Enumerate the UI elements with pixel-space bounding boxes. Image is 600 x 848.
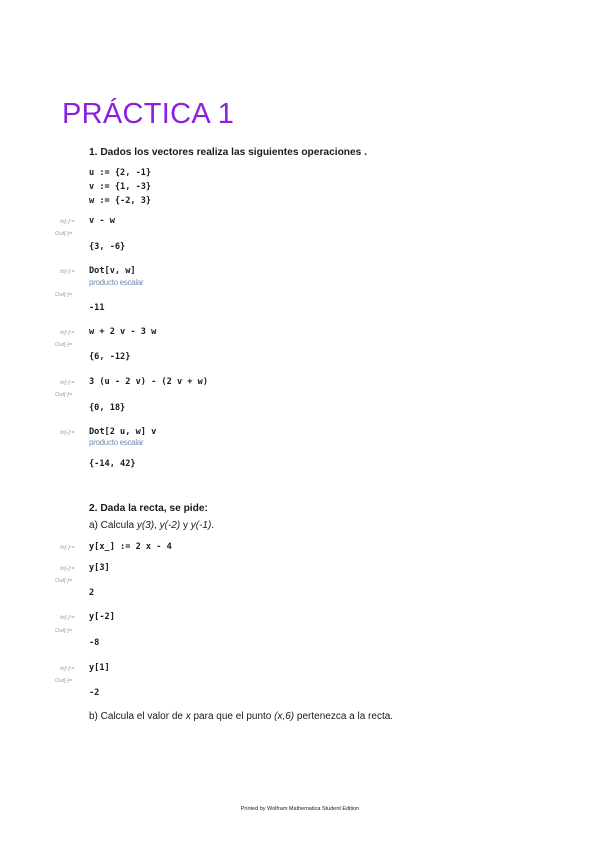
in-label: In[-]:=	[60, 219, 75, 225]
input-cell[interactable]: w + 2 v - 3 w	[89, 327, 157, 337]
in-label: In[-]:=	[60, 666, 75, 672]
def-v[interactable]: v := {1, -3}	[89, 182, 152, 192]
out-label: Out[-]=	[55, 628, 73, 634]
input-cell[interactable]: y[-2]	[89, 612, 115, 622]
comment: producto escalar	[89, 438, 144, 447]
output-cell: {0, 18}	[89, 403, 126, 413]
in-label: In[-]:=	[60, 566, 75, 572]
out-label: Out[-]=	[55, 342, 73, 348]
output-cell: {6, -12}	[89, 352, 131, 362]
def-w[interactable]: w := {-2, 3}	[89, 196, 152, 206]
out-label: Out[-]=	[55, 578, 73, 584]
output-cell: 2	[89, 588, 95, 598]
input-cell[interactable]: Dot[v, w]	[89, 266, 136, 276]
output-cell: {3, -6}	[89, 242, 126, 252]
output-cell: -2	[89, 688, 100, 698]
def-u[interactable]: u := {2, -1}	[89, 168, 152, 178]
output-cell: -11	[89, 303, 105, 313]
page-title: PRÁCTICA 1	[62, 98, 235, 130]
input-cell[interactable]: y[3]	[89, 563, 110, 573]
input-cell[interactable]: v - w	[89, 216, 115, 226]
in-label: In[-]:=	[60, 269, 75, 275]
in-label: In[-]:=	[60, 615, 75, 621]
in-label: In[-]:=	[60, 380, 75, 386]
comment: producto escalar	[89, 278, 144, 287]
footer-note: Printed by Wolfram Mathematica Student Edition	[240, 806, 360, 812]
in-label: In[-]:=	[60, 430, 75, 436]
section-1-heading: 1. Dados los vectores realiza las siguientes operaciones .	[89, 147, 368, 158]
in-label: In[-]:=	[60, 330, 75, 336]
out-label: Out[-]=	[55, 392, 73, 398]
input-cell[interactable]: Dot[2 u, w] v	[89, 427, 157, 437]
part-a-text: a) Calcula y(3), y(-2) y y(-1).	[89, 520, 215, 531]
input-cell[interactable]: 3 (u - 2 v) - (2 v + w)	[89, 377, 208, 387]
output-cell: {-14, 42}	[89, 459, 136, 469]
output-cell: -8	[89, 638, 100, 648]
out-label: Out[-]=	[55, 292, 73, 298]
input-cell[interactable]: y[1]	[89, 663, 110, 673]
in-label: In[-]:=	[60, 545, 75, 551]
part-b-text: b) Calcula el valor de x para que el punto (x,6) pertenezca a la recta.	[89, 711, 394, 722]
out-label: Out[-]=	[55, 231, 73, 237]
section-2-heading: 2. Dada la recta, se pide:	[89, 503, 208, 514]
input-cell[interactable]: y[x_] := 2 x - 4	[89, 542, 172, 552]
out-label: Out[-]=	[55, 678, 73, 684]
